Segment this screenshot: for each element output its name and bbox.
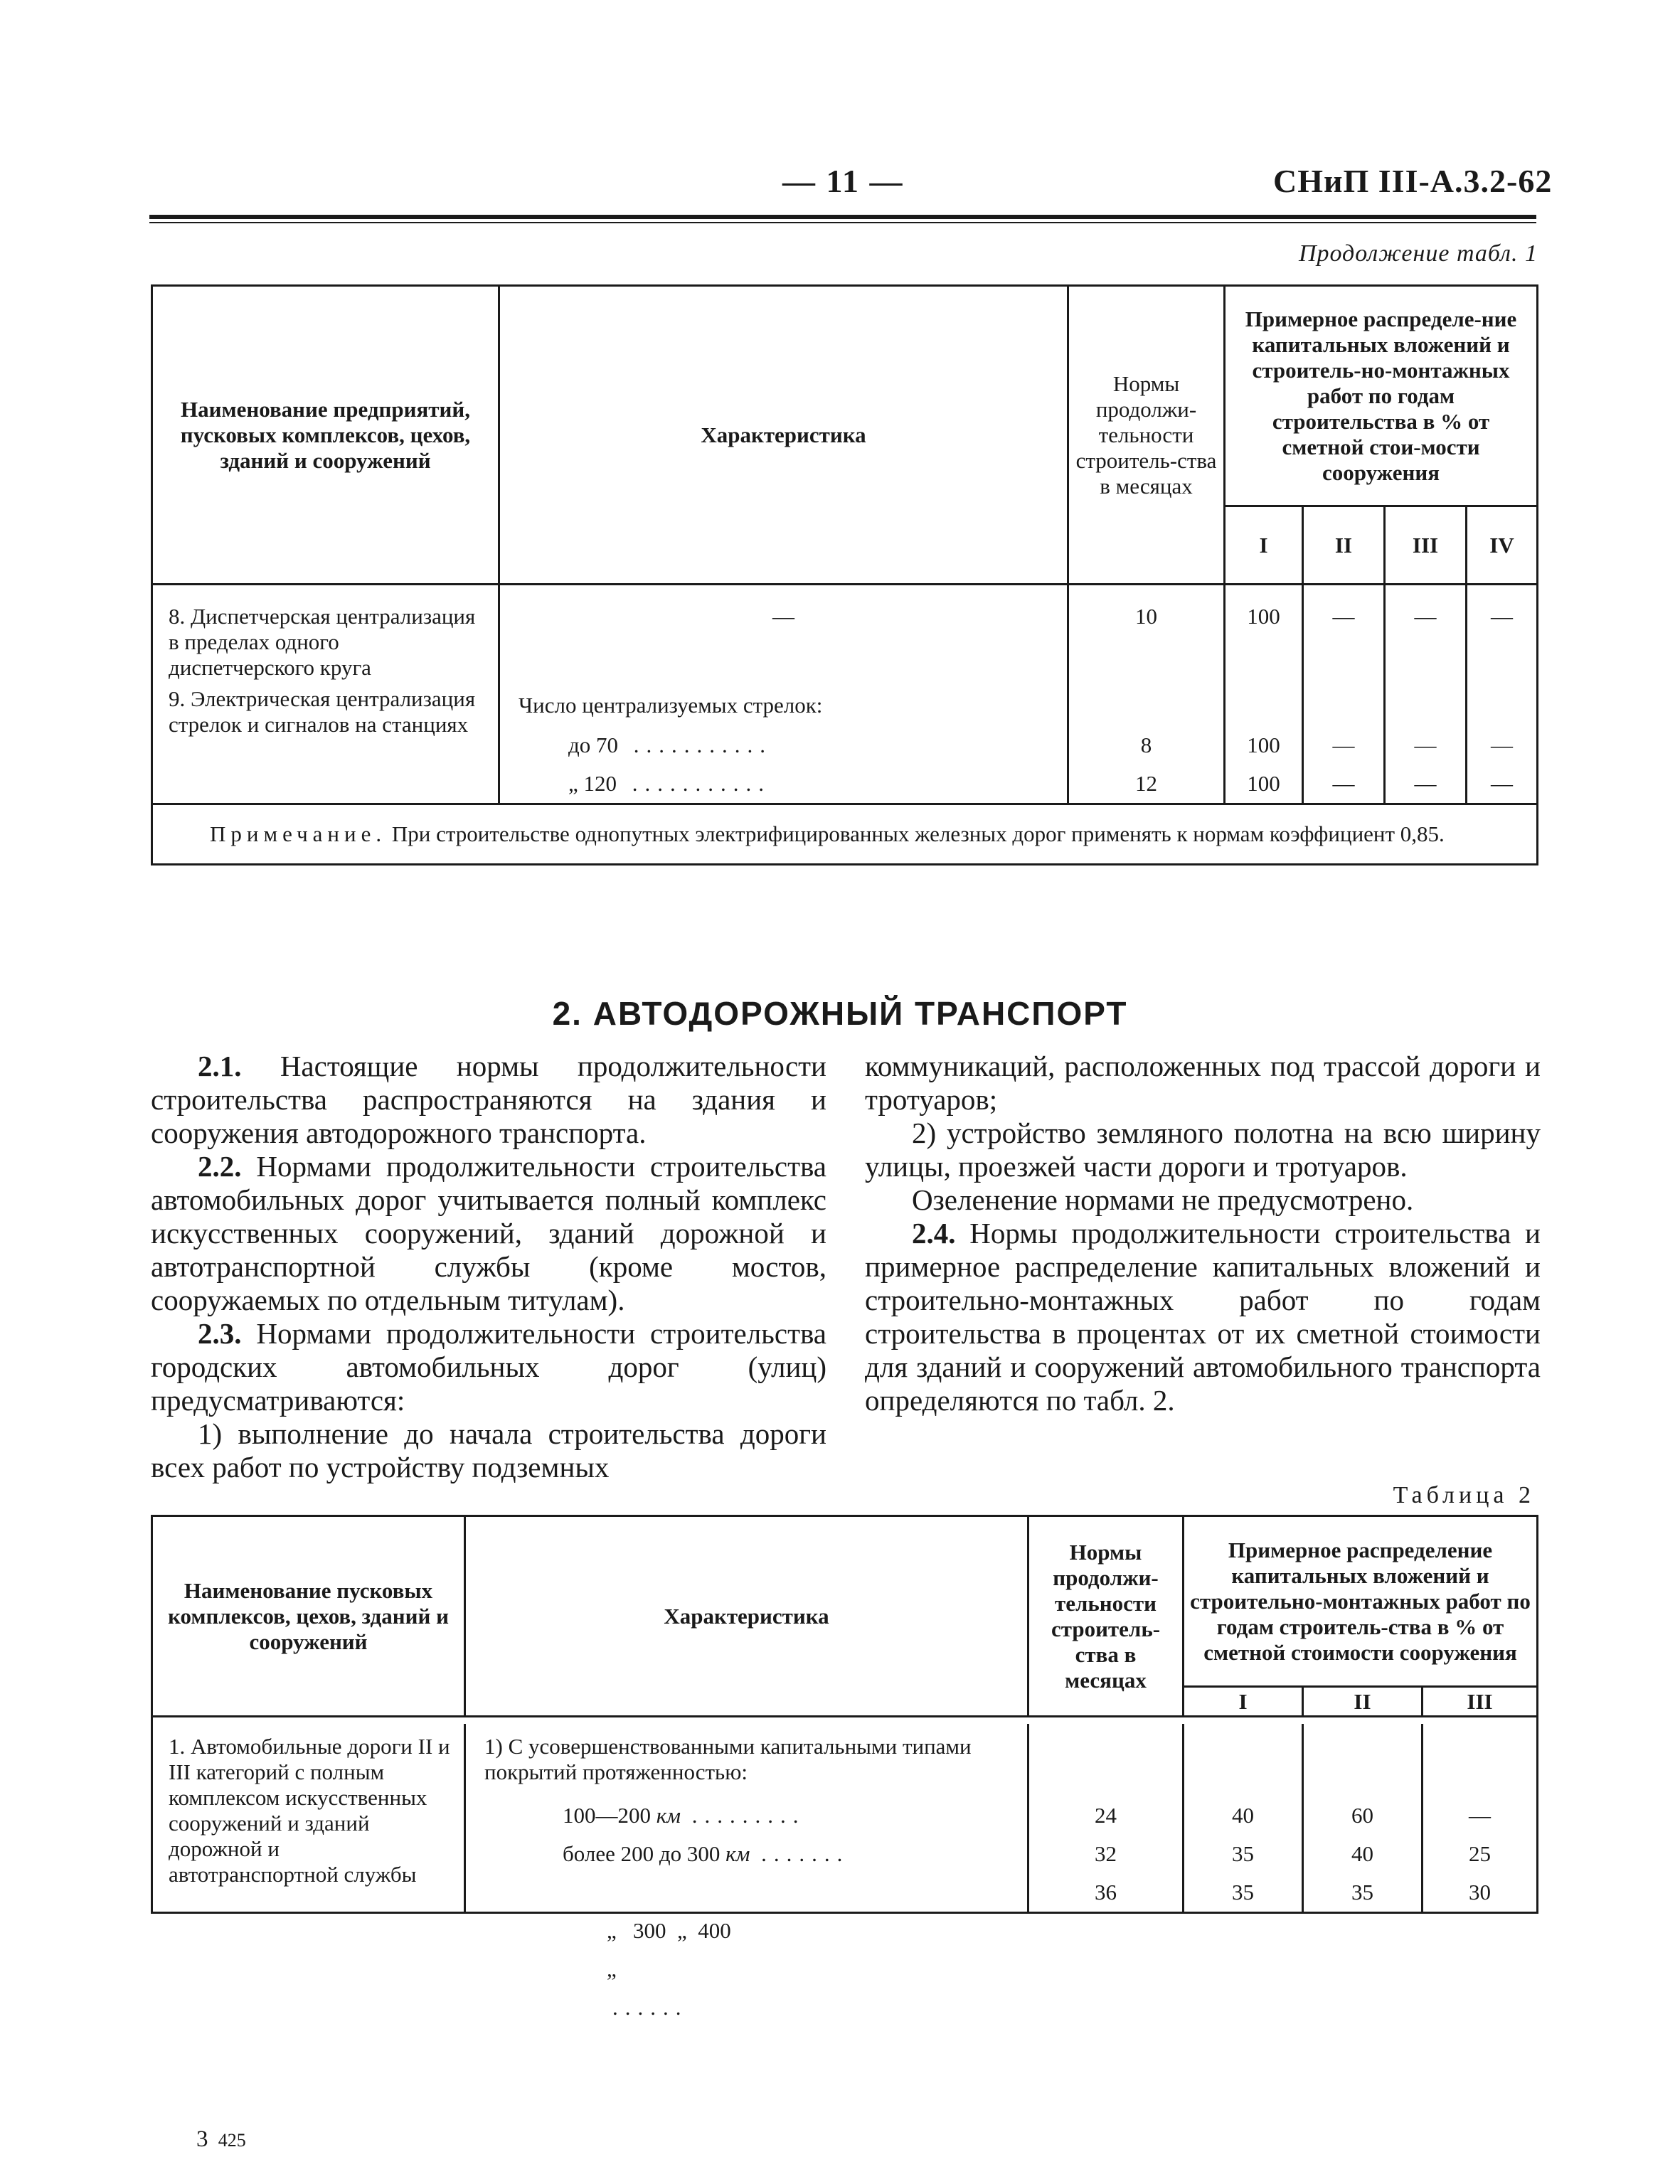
- paragraph: [151, 1050, 826, 1150]
- row-name: 9. Электрическая централизация стрелок и сигналов на станциях: [152, 681, 499, 804]
- note-text: При строительстве однопутных электрифицированных железных дорог применять к нормам коэффициент 0,85.: [391, 821, 1445, 846]
- section-title: 2. АВТОДОРОЖНЫЙ ТРАНСПОРТ: [552, 995, 1128, 1032]
- row-norm: 36: [1095, 1879, 1117, 1905]
- row-year-value: 100: [1247, 733, 1280, 757]
- row-characteristic-intro: 1) С усовершенствованными капитальными типами покрытий протяженностью:: [484, 1733, 972, 1784]
- paragraph: [865, 1183, 1541, 1217]
- signature-number: 425: [218, 2130, 246, 2151]
- year-header: I: [1184, 1687, 1303, 1717]
- signature-sheet: 3: [196, 2126, 208, 2152]
- paragraph: [865, 1050, 1541, 1117]
- row-characteristic-label: до 70: [568, 733, 619, 757]
- row-year-value: 40: [1351, 1841, 1373, 1866]
- row-year-value: —: [1467, 585, 1538, 681]
- table-2: [151, 1515, 1538, 2020]
- paragraph-text: Нормами продолжительности строительства автомобильных дорог учитывается полный комплекс искусственных сооружений, зданий дорожной и автотранспортной службы (кроме мостов, сооружаемых по отдельным титулам).: [151, 1150, 826, 1316]
- leader-dots: .......: [761, 1841, 850, 1866]
- row-year-value: —: [1414, 733, 1437, 757]
- leader-dots: ...........: [632, 771, 772, 796]
- paragraph-text: Нормы продолжительности строительства и примерное распределение капитальных вложений и строительно-монтажных работ по годам строительства в процентах от их сметной стоимости для зданий и сооружений автомобильного транспорта определяются по табл. 2.: [865, 1217, 1541, 1417]
- paragraph-text: Озеленение нормами не предусмотрено.: [912, 1183, 1414, 1216]
- year-header: III: [1385, 506, 1467, 585]
- row-year-value: 100: [1247, 771, 1280, 796]
- header-rule: [149, 215, 1536, 219]
- paragraph-text: Нормами продолжительности строительства городских автомобильных дорог (улиц) предусматриваются:: [151, 1317, 826, 1417]
- paragraph-text: 1) выполнение до начала строительства дороги всех работ по устройству подземных: [151, 1417, 826, 1483]
- row-norm: 8: [1140, 733, 1152, 757]
- paragraph-text: Настоящие нормы продолжительности строительства распространяются на здания и сооружения автодорожного транспорта.: [151, 1050, 827, 1149]
- table-note: [152, 804, 1538, 865]
- row-year-value: 25: [1469, 1841, 1491, 1866]
- document-code: СНиП III-А.3.2-62: [1273, 163, 1553, 199]
- leader-dots: ......: [612, 1994, 689, 2020]
- paragraph: [865, 1217, 1541, 1417]
- col-header-norms: Нормы продолжи-тельности строитель-ства в месяцах: [1068, 286, 1225, 585]
- row-year-value: 35: [1351, 1879, 1373, 1905]
- table-2-label: Таблица 2: [1393, 1482, 1535, 1508]
- year-header: III: [1423, 1687, 1538, 1717]
- clause-number: 2.1.: [198, 1050, 242, 1082]
- row-year-value: —: [1385, 585, 1467, 681]
- row-year-value: —: [1332, 771, 1355, 796]
- table-continuation-label: Продолжение табл. 1: [1298, 240, 1538, 267]
- table-row: [152, 681, 1538, 804]
- col-header-norms: Нормы продолжи-тельности строитель-ства в месяцах: [1028, 1516, 1184, 1717]
- row-year-value: —: [1414, 771, 1437, 796]
- col-header-distribution: Примерное распределе-ние капитальных вложений и строитель-но-монтажных работ по годам строительства в % от сметной стои-мости сооружения: [1225, 286, 1538, 506]
- row-characteristic: —: [499, 585, 1068, 681]
- col-header-name: Наименование пусковых комплексов, цехов, зданий и сооружений: [152, 1516, 465, 1717]
- year-header: II: [1303, 506, 1385, 585]
- row-year-value: —: [1469, 1802, 1491, 1828]
- row-unit: км: [725, 1841, 750, 1866]
- year-header: IV: [1467, 506, 1538, 585]
- paragraph: [865, 1117, 1541, 1183]
- row-year-value: —: [1491, 733, 1514, 757]
- paragraph: [151, 1150, 826, 1317]
- row-norm: 12: [1135, 771, 1157, 796]
- row-characteristic-label: 100—200: [563, 1802, 651, 1828]
- row-name: 8. Диспетчерская централизация в пределах одного диспетчерского круга: [152, 585, 499, 681]
- row-year-value: —: [1332, 733, 1355, 757]
- text-column-left: [151, 1050, 826, 1484]
- table-row: [152, 585, 1538, 681]
- printer-signature: [196, 2126, 246, 2153]
- row-unit: км: [656, 1802, 681, 1828]
- row-year-value: 35: [1232, 1879, 1254, 1905]
- year-header: I: [1225, 506, 1303, 585]
- row-characteristic-label: более 200 до 300: [563, 1841, 721, 1866]
- text-column-right: [865, 1050, 1541, 1417]
- row-year-value: 60: [1351, 1802, 1373, 1828]
- row-year-value: 40: [1232, 1802, 1254, 1828]
- header-rule-thin: [149, 222, 1536, 223]
- year-header: II: [1303, 1687, 1423, 1717]
- clause-number: 2.4.: [912, 1217, 956, 1250]
- row-year-value: 100: [1225, 585, 1303, 681]
- col-header-characteristic: Характеристика: [499, 286, 1068, 585]
- table-1: [151, 284, 1538, 865]
- row-characteristic-label: „ 120: [568, 771, 617, 796]
- row-year-value: —: [1491, 771, 1514, 796]
- clause-number: 2.2.: [198, 1150, 242, 1183]
- row-characteristic-intro: Число централизуемых стрелок:: [519, 693, 823, 718]
- row-norm: 32: [1095, 1841, 1117, 1866]
- paragraph: [151, 1317, 826, 1417]
- row-year-value: 35: [1232, 1841, 1254, 1866]
- row-norm: 24: [1095, 1802, 1117, 1828]
- row-year-value: —: [1303, 585, 1385, 681]
- row-unit: „: [607, 1956, 617, 1981]
- note-label: Примечание.: [210, 821, 387, 846]
- row-norm: 10: [1068, 585, 1225, 681]
- row-characteristic-label: „ 300 „ 400: [607, 1917, 731, 1943]
- leader-dots: ...........: [633, 733, 773, 757]
- paragraph-text: 2) устройство земляного полотна на всю ширину улицы, проезжей части дороги и тротуаров.: [865, 1117, 1541, 1183]
- page-number: — 11 —: [782, 163, 904, 199]
- leader-dots: .........: [691, 1802, 806, 1828]
- col-header-characteristic: Характеристика: [465, 1516, 1028, 1717]
- col-header-distribution: Примерное распределение капитальных вложений и строительно-монтажных работ по годам строитель-ства в % от сметной стоимости сооружения: [1184, 1516, 1538, 1687]
- paragraph: [151, 1417, 826, 1484]
- row-year-value: 30: [1469, 1879, 1491, 1905]
- clause-number: 2.3.: [198, 1317, 242, 1350]
- row-name: 1. Автомобильные дороги II и III категорий с полным комплексом искусственных сооружений и зданий дорожной и автотранспортной службы: [152, 1724, 465, 1913]
- table-row: [152, 1724, 1538, 1913]
- paragraph-text: коммуникаций, расположенных под трассой дороги и тротуаров;: [865, 1050, 1541, 1116]
- col-header-name: Наименование предприятий, пусковых комплексов, цехов, зданий и сооружений: [152, 286, 499, 585]
